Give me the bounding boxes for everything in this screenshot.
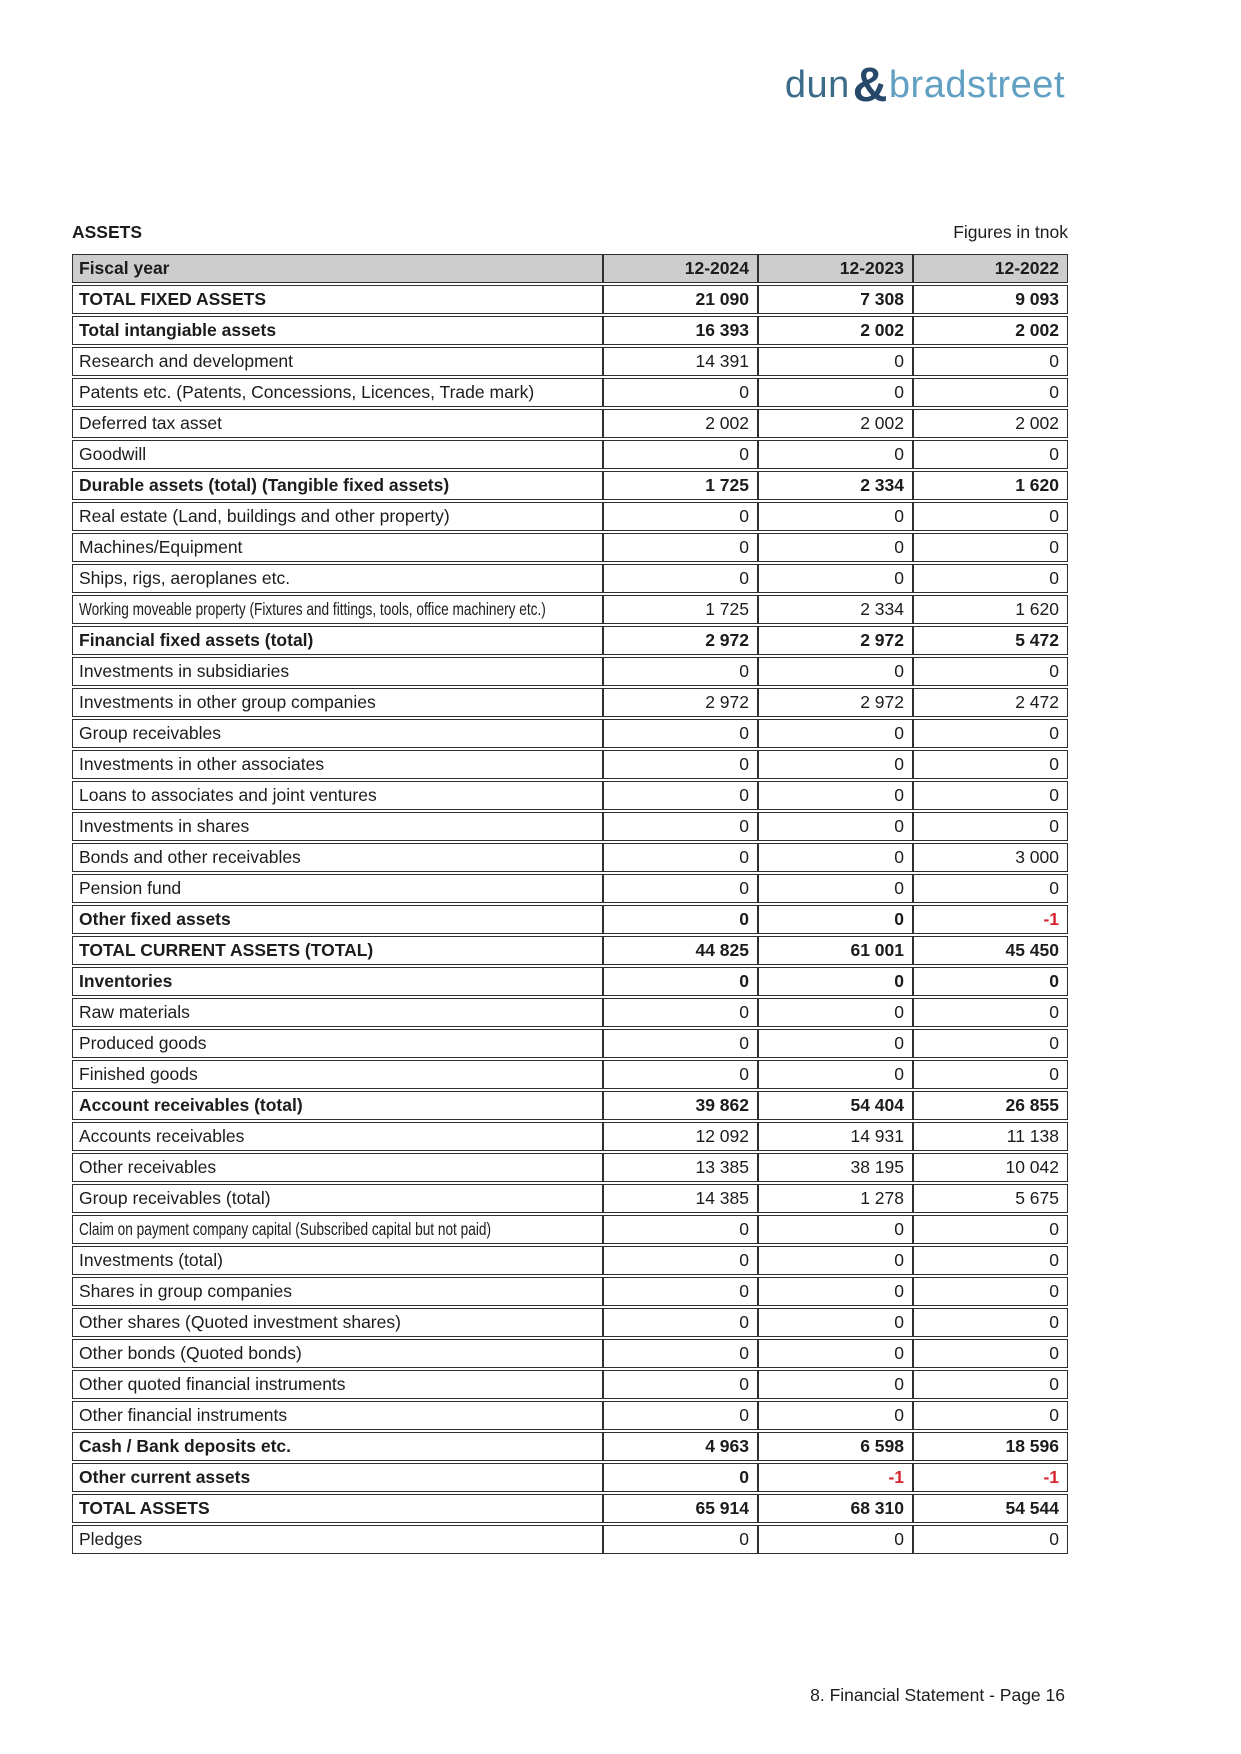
value-cell: 0 xyxy=(758,1215,913,1244)
value-cell: 0 xyxy=(913,1370,1068,1399)
value-cell: 0 xyxy=(913,347,1068,376)
value-cell: 0 xyxy=(603,781,758,810)
value-cell: 0 xyxy=(603,1215,758,1244)
value-cell: 0 xyxy=(603,502,758,531)
value-cell: 0 xyxy=(913,657,1068,686)
value-cell: 2 334 xyxy=(758,471,913,500)
row-label-cell: Finished goods xyxy=(72,1060,603,1089)
value-cell: 0 xyxy=(603,1339,758,1368)
value-cell: 0 xyxy=(758,1370,913,1399)
value-cell: 1 620 xyxy=(913,595,1068,624)
value-cell: 1 620 xyxy=(913,471,1068,500)
assets-table-body xyxy=(72,285,1068,1554)
table-row xyxy=(72,316,1068,345)
value-cell: 0 xyxy=(758,502,913,531)
value-cell: 39 862 xyxy=(603,1091,758,1120)
logo-ampersand-icon: & xyxy=(852,59,888,112)
value-cell: 0 xyxy=(758,657,913,686)
value-cell: 0 xyxy=(603,1370,758,1399)
table-row xyxy=(72,967,1068,996)
value-cell: 14 931 xyxy=(758,1122,913,1151)
value-cell: 54 544 xyxy=(913,1494,1068,1523)
document-body xyxy=(72,222,1068,1556)
row-label-cell: Total intangiable assets xyxy=(72,316,603,345)
row-label-cell: Patents etc. (Patents, Concessions, Licences, Trade mark) xyxy=(72,378,603,407)
row-label-cell: Other fixed assets xyxy=(72,905,603,934)
value-cell: 0 xyxy=(913,998,1068,1027)
value-cell: 68 310 xyxy=(758,1494,913,1523)
row-label-cell: Investments (total) xyxy=(72,1246,603,1275)
value-cell: 1 725 xyxy=(603,595,758,624)
value-cell: 9 093 xyxy=(913,285,1068,314)
table-row xyxy=(72,812,1068,841)
value-cell: 0 xyxy=(758,1060,913,1089)
year-column-header: 12-2022 xyxy=(913,254,1068,283)
value-cell: 0 xyxy=(758,905,913,934)
table-row xyxy=(72,1494,1068,1523)
table-row xyxy=(72,285,1068,314)
value-cell: -1 xyxy=(913,1463,1068,1492)
value-cell: 0 xyxy=(603,874,758,903)
table-row xyxy=(72,1246,1068,1275)
section-title: ASSETS xyxy=(72,222,143,242)
value-cell: 0 xyxy=(603,967,758,996)
value-cell: 2 002 xyxy=(758,316,913,345)
value-cell: 4 963 xyxy=(603,1432,758,1461)
value-cell: 0 xyxy=(603,1463,758,1492)
row-label-cell: Other financial instruments xyxy=(72,1401,603,1430)
value-cell: -1 xyxy=(758,1463,913,1492)
table-row xyxy=(72,626,1068,655)
value-cell: 7 308 xyxy=(758,285,913,314)
value-cell: 0 xyxy=(913,719,1068,748)
row-label-cell: Goodwill xyxy=(72,440,603,469)
footer-page-label: 8. Financial Statement - Page 16 xyxy=(810,1685,1065,1705)
table-row xyxy=(72,750,1068,779)
table-row xyxy=(72,657,1068,686)
value-cell: 0 xyxy=(913,1308,1068,1337)
value-cell: 0 xyxy=(758,1277,913,1306)
value-cell: 0 xyxy=(758,378,913,407)
table-header-row xyxy=(72,254,1068,283)
value-cell: 2 972 xyxy=(603,626,758,655)
table-row xyxy=(72,378,1068,407)
value-cell: 14 385 xyxy=(603,1184,758,1213)
row-label-cell: Machines/Equipment xyxy=(72,533,603,562)
value-cell: 0 xyxy=(758,874,913,903)
value-cell: 1 278 xyxy=(758,1184,913,1213)
table-row xyxy=(72,1401,1068,1430)
value-cell: 0 xyxy=(913,781,1068,810)
table-row xyxy=(72,1184,1068,1213)
value-cell: 0 xyxy=(603,440,758,469)
row-label-cell: Group receivables xyxy=(72,719,603,748)
row-label-cell: Claim on payment company capital (Subscribed capital but not paid) xyxy=(72,1215,603,1244)
row-label-cell: Investments in other associates xyxy=(72,750,603,779)
value-cell: 26 855 xyxy=(913,1091,1068,1120)
value-cell: 0 xyxy=(758,440,913,469)
value-cell: 0 xyxy=(603,843,758,872)
value-cell: 18 596 xyxy=(913,1432,1068,1461)
table-row xyxy=(72,595,1068,624)
value-cell: 0 xyxy=(913,1339,1068,1368)
value-cell: 0 xyxy=(913,750,1068,779)
row-label-cell: Bonds and other receivables xyxy=(72,843,603,872)
value-cell: 2 972 xyxy=(603,688,758,717)
table-row xyxy=(72,1432,1068,1461)
value-cell: 0 xyxy=(758,812,913,841)
value-cell: 38 195 xyxy=(758,1153,913,1182)
value-cell: 0 xyxy=(603,1401,758,1430)
row-label-cell: Other quoted financial instruments xyxy=(72,1370,603,1399)
value-cell: 0 xyxy=(913,1277,1068,1306)
value-cell: 0 xyxy=(913,502,1068,531)
row-label-cell: Loans to associates and joint ventures xyxy=(72,781,603,810)
value-cell: 10 042 xyxy=(913,1153,1068,1182)
value-cell: 2 972 xyxy=(758,626,913,655)
value-cell: 0 xyxy=(913,378,1068,407)
row-label-cell: Other current assets xyxy=(72,1463,603,1492)
row-label-cell: Financial fixed assets (total) xyxy=(72,626,603,655)
row-label-cell: TOTAL CURRENT ASSETS (TOTAL) xyxy=(72,936,603,965)
value-cell: 65 914 xyxy=(603,1494,758,1523)
table-row xyxy=(72,781,1068,810)
table-row xyxy=(72,347,1068,376)
table-row xyxy=(72,502,1068,531)
table-row xyxy=(72,998,1068,1027)
row-label-cell: TOTAL ASSETS xyxy=(72,1494,603,1523)
value-cell: 2 972 xyxy=(758,688,913,717)
table-row xyxy=(72,1308,1068,1337)
table-row xyxy=(72,1463,1068,1492)
table-row xyxy=(72,409,1068,438)
value-cell: 6 598 xyxy=(758,1432,913,1461)
row-label-cell: Investments in shares xyxy=(72,812,603,841)
value-cell: 0 xyxy=(603,750,758,779)
value-cell: 5 675 xyxy=(913,1184,1068,1213)
value-cell: 0 xyxy=(603,564,758,593)
row-label-cell: Shares in group companies xyxy=(72,1277,603,1306)
table-row xyxy=(72,440,1068,469)
value-cell: 0 xyxy=(758,843,913,872)
value-cell: 0 xyxy=(758,750,913,779)
value-cell: 5 472 xyxy=(913,626,1068,655)
value-cell: 0 xyxy=(913,533,1068,562)
value-cell: -1 xyxy=(913,905,1068,934)
value-cell: 0 xyxy=(603,1525,758,1554)
table-row xyxy=(72,1153,1068,1182)
value-cell: 0 xyxy=(913,1525,1068,1554)
value-cell: 0 xyxy=(603,812,758,841)
value-cell: 0 xyxy=(603,1246,758,1275)
dun-bradstreet-logo xyxy=(784,59,1065,112)
table-row xyxy=(72,1525,1068,1554)
value-cell: 2 002 xyxy=(913,316,1068,345)
table-row xyxy=(72,688,1068,717)
value-cell: 45 450 xyxy=(913,936,1068,965)
value-cell: 2 002 xyxy=(758,409,913,438)
row-label-cell: Pledges xyxy=(72,1525,603,1554)
value-cell: 0 xyxy=(758,1401,913,1430)
row-label-cell: Real estate (Land, buildings and other property) xyxy=(72,502,603,531)
value-cell: 0 xyxy=(913,1215,1068,1244)
value-cell: 0 xyxy=(913,967,1068,996)
row-label-cell: Investments in other group companies xyxy=(72,688,603,717)
table-row xyxy=(72,1091,1068,1120)
table-row xyxy=(72,843,1068,872)
row-label-cell: Inventories xyxy=(72,967,603,996)
value-cell: 0 xyxy=(603,1308,758,1337)
value-cell: 0 xyxy=(758,719,913,748)
value-cell: 0 xyxy=(913,1060,1068,1089)
fiscal-year-header: Fiscal year xyxy=(72,254,603,283)
row-label-cell: Deferred tax asset xyxy=(72,409,603,438)
table-row xyxy=(72,905,1068,934)
value-cell: 0 xyxy=(758,1308,913,1337)
value-cell: 0 xyxy=(603,378,758,407)
value-cell: 0 xyxy=(603,719,758,748)
value-cell: 0 xyxy=(913,1029,1068,1058)
value-cell: 11 138 xyxy=(913,1122,1068,1151)
value-cell: 0 xyxy=(758,533,913,562)
table-row xyxy=(72,471,1068,500)
value-cell: 0 xyxy=(603,657,758,686)
value-cell: 13 385 xyxy=(603,1153,758,1182)
table-row xyxy=(72,936,1068,965)
value-cell: 12 092 xyxy=(603,1122,758,1151)
row-label-cell: Working moveable property (Fixtures and fittings, tools, office machinery etc.) xyxy=(72,595,603,624)
table-row xyxy=(72,1215,1068,1244)
value-cell: 0 xyxy=(603,998,758,1027)
table-row xyxy=(72,1277,1068,1306)
value-cell: 0 xyxy=(758,781,913,810)
logo-dun-text: dun xyxy=(784,64,850,106)
row-label-cell: Account receivables (total) xyxy=(72,1091,603,1120)
row-label-cell: Durable assets (total) (Tangible fixed assets) xyxy=(72,471,603,500)
table-row xyxy=(72,1060,1068,1089)
value-cell: 61 001 xyxy=(758,936,913,965)
table-row xyxy=(72,1122,1068,1151)
row-label-cell: Investments in subsidiaries xyxy=(72,657,603,686)
table-row xyxy=(72,533,1068,562)
logo-bradstreet-text: bradstreet xyxy=(888,64,1065,106)
value-cell: 16 393 xyxy=(603,316,758,345)
value-cell: 2 334 xyxy=(758,595,913,624)
table-row xyxy=(72,1339,1068,1368)
value-cell: 44 825 xyxy=(603,936,758,965)
table-row xyxy=(72,1029,1068,1058)
value-cell: 0 xyxy=(913,564,1068,593)
row-label-cell: Raw materials xyxy=(72,998,603,1027)
value-cell: 0 xyxy=(603,1060,758,1089)
row-label-cell: Cash / Bank deposits etc. xyxy=(72,1432,603,1461)
value-cell: 0 xyxy=(758,1246,913,1275)
value-cell: 0 xyxy=(758,1525,913,1554)
table-row xyxy=(72,719,1068,748)
value-cell: 0 xyxy=(758,998,913,1027)
year-column-header: 12-2023 xyxy=(758,254,913,283)
figures-unit-note: Figures in tnok xyxy=(953,222,1068,242)
value-cell: 0 xyxy=(603,533,758,562)
table-row xyxy=(72,1370,1068,1399)
row-label-cell: Accounts receivables xyxy=(72,1122,603,1151)
value-cell: 0 xyxy=(913,1246,1068,1275)
value-cell: 0 xyxy=(913,440,1068,469)
row-label-cell: Research and development xyxy=(72,347,603,376)
value-cell: 2 002 xyxy=(913,409,1068,438)
table-row xyxy=(72,564,1068,593)
value-cell: 0 xyxy=(603,905,758,934)
value-cell: 2 472 xyxy=(913,688,1068,717)
row-label-cell: Group receivables (total) xyxy=(72,1184,603,1213)
row-label-cell: Other bonds (Quoted bonds) xyxy=(72,1339,603,1368)
row-label-cell: TOTAL FIXED ASSETS xyxy=(72,285,603,314)
value-cell: 54 404 xyxy=(758,1091,913,1120)
assets-table xyxy=(72,252,1068,1556)
value-cell: 1 725 xyxy=(603,471,758,500)
value-cell: 0 xyxy=(603,1029,758,1058)
value-cell: 0 xyxy=(758,1029,913,1058)
value-cell: 0 xyxy=(913,874,1068,903)
value-cell: 0 xyxy=(758,564,913,593)
table-title-row xyxy=(72,222,1068,243)
value-cell: 0 xyxy=(758,1339,913,1368)
row-label-cell: Other shares (Quoted investment shares) xyxy=(72,1308,603,1337)
value-cell: 0 xyxy=(603,1277,758,1306)
row-label-cell: Other receivables xyxy=(72,1153,603,1182)
value-cell: 3 000 xyxy=(913,843,1068,872)
value-cell: 2 002 xyxy=(603,409,758,438)
table-row xyxy=(72,874,1068,903)
value-cell: 0 xyxy=(913,812,1068,841)
value-cell: 0 xyxy=(913,1401,1068,1430)
row-label-cell: Ships, rigs, aeroplanes etc. xyxy=(72,564,603,593)
year-column-header: 12-2024 xyxy=(603,254,758,283)
value-cell: 0 xyxy=(758,967,913,996)
row-label-cell: Produced goods xyxy=(72,1029,603,1058)
value-cell: 21 090 xyxy=(603,285,758,314)
value-cell: 0 xyxy=(758,347,913,376)
row-label-cell: Pension fund xyxy=(72,874,603,903)
value-cell: 14 391 xyxy=(603,347,758,376)
